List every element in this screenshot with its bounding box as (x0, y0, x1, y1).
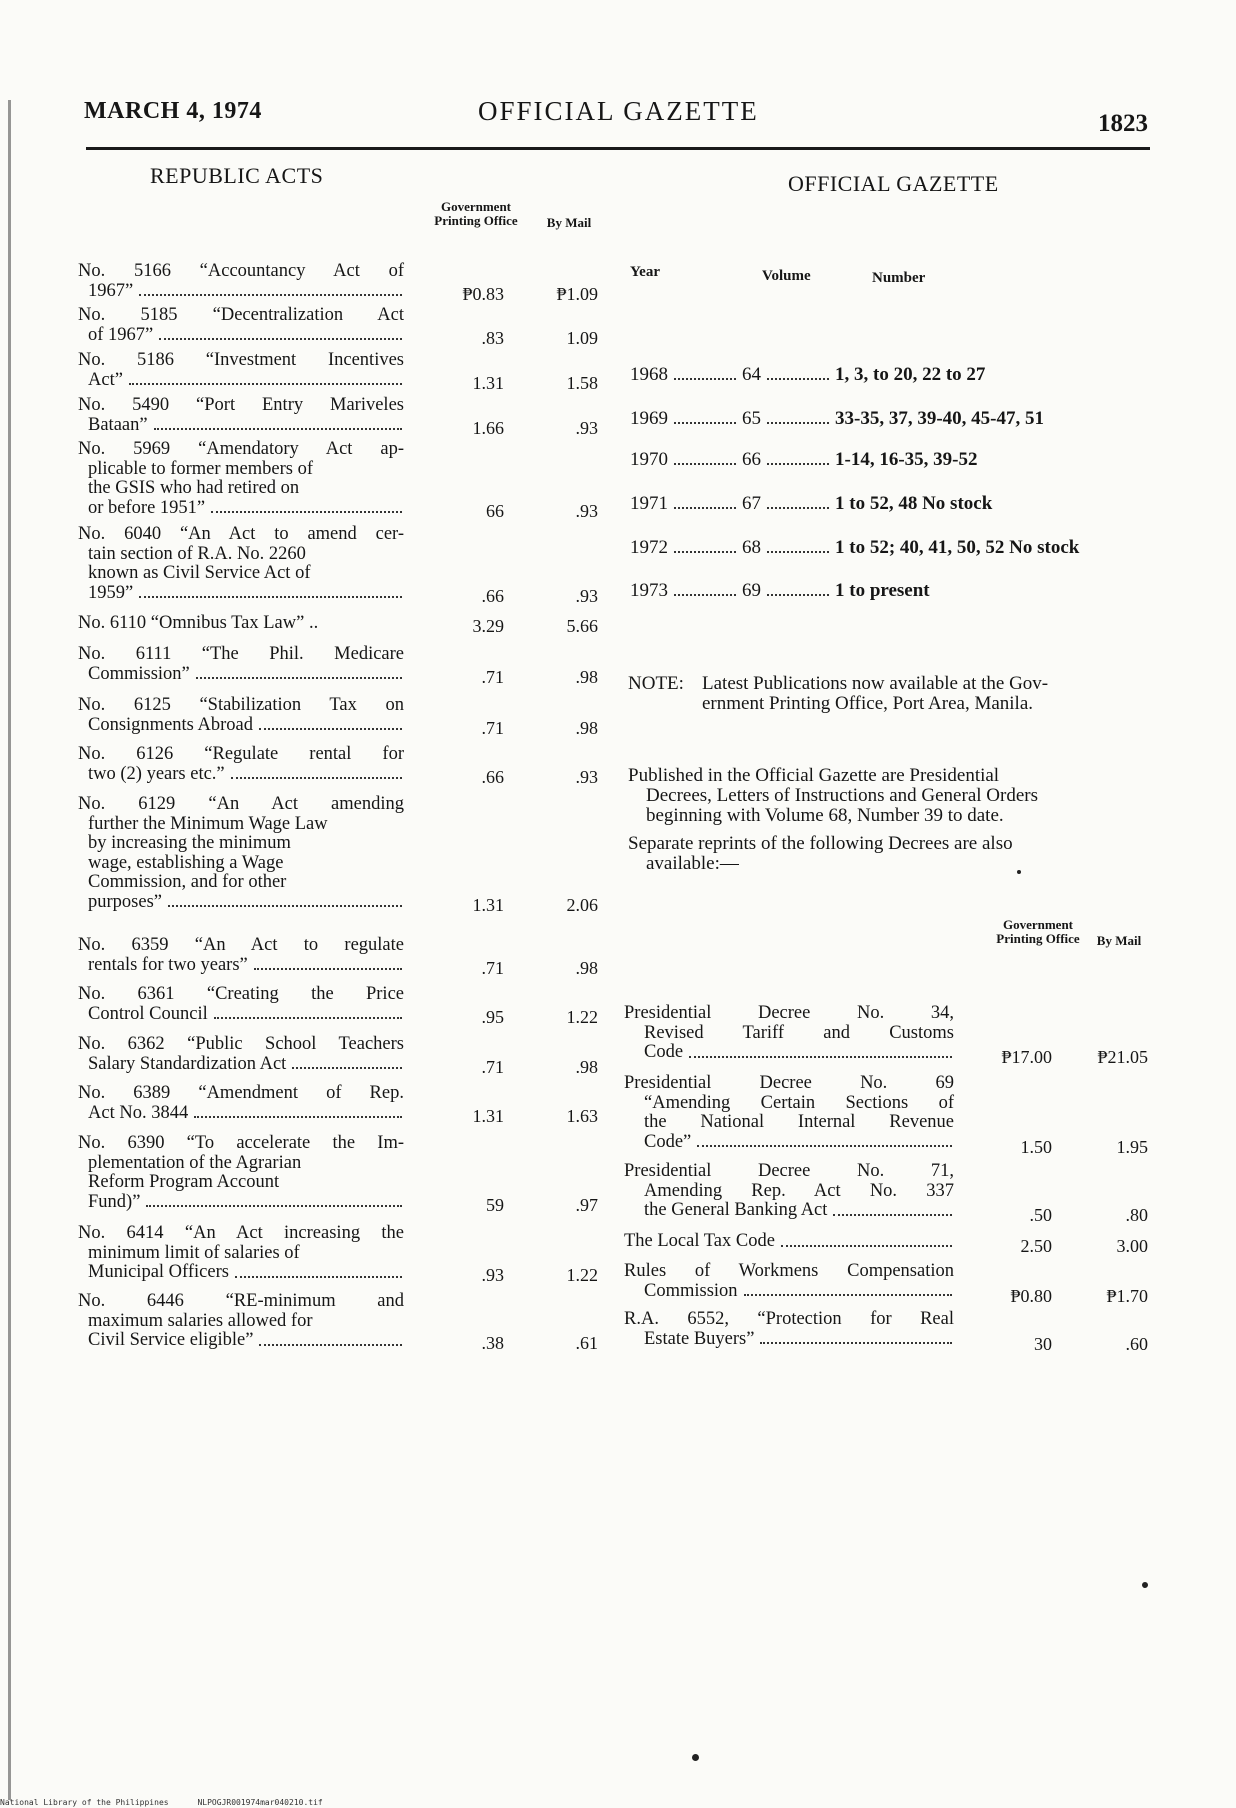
decree-text-line: The Local Tax Code (624, 1231, 775, 1251)
leader-dots (214, 1016, 402, 1019)
act-office-price: 1.31 (472, 1105, 504, 1126)
act-text-line: Act” (88, 369, 123, 390)
volume-row (630, 449, 1160, 471)
left-col-office-header: Government Printing Office (434, 199, 518, 228)
decree-last-line (624, 1201, 954, 1221)
act-last-line (78, 1331, 404, 1351)
note-line: ernment Printing Office, Port Area, Manila. (702, 693, 1034, 714)
leader-dots (781, 1244, 952, 1247)
volume-row (630, 580, 1160, 602)
left-col-mail-header: By Mail (546, 215, 592, 230)
act-office-price: .83 (481, 327, 504, 348)
right-col-office-header: Government Printing Office (996, 917, 1080, 946)
issue-date: MARCH 4, 1974 (84, 98, 262, 124)
act-office-price: .38 (481, 1333, 504, 1353)
leader-dots (139, 595, 402, 598)
act-entry (78, 396, 404, 435)
act-mail-price: .93 (575, 417, 598, 438)
leader-dots (159, 337, 402, 340)
published-line: beginning with Volume 68, Number 39 to date. (646, 805, 1004, 826)
leader-dots (767, 506, 829, 509)
act-mail-price: .93 (575, 585, 598, 606)
decree-text-line: the General Banking Act (644, 1200, 828, 1220)
header-rule (86, 147, 1150, 150)
leader-dots (231, 776, 402, 779)
act-office-price: 3.29 (472, 616, 504, 636)
act-last-line (78, 665, 404, 685)
leader-dots (259, 1343, 402, 1346)
act-text-line: minimum limit of salaries of (88, 1242, 300, 1263)
act-text-line: tain section of R.A. No. 2260 (88, 543, 306, 564)
decree-office-price: ₱0.80 (1010, 1285, 1052, 1306)
act-office-price: .71 (481, 957, 504, 978)
act-office-price: .71 (481, 666, 504, 687)
act-entry (78, 985, 404, 1024)
act-last-line (78, 956, 404, 976)
decree-text-line: Code” (644, 1131, 692, 1152)
act-last-line (78, 282, 404, 302)
act-text-line: No. 5186 “Investment Incentives (78, 350, 404, 370)
volume-issues: 1 to 52, 48 No stock (835, 493, 993, 514)
leader-dots (767, 593, 829, 596)
decree-text-line: Presidential Decree No. 71, (624, 1161, 954, 1181)
decree-office-price: 1.50 (1020, 1136, 1052, 1157)
leader-dots (760, 1341, 952, 1344)
act-office-price: ₱0.83 (462, 283, 504, 304)
act-text-line: purposes” (88, 891, 162, 912)
act-text-line: Control Council (88, 1003, 208, 1024)
act-text-line: Act No. 3844 (88, 1102, 189, 1123)
act-entry (78, 1035, 404, 1074)
act-office-price: 1.31 (472, 894, 504, 915)
note-line: Latest Publications now available at the Gov- (702, 673, 1049, 694)
decree-office-price: 2.50 (1020, 1236, 1052, 1256)
col-number-header: Number (872, 270, 926, 286)
act-text-line: of 1967” (88, 324, 154, 345)
decree-entry (624, 1232, 954, 1252)
leader-dots (767, 550, 829, 553)
leader-dots (211, 510, 402, 513)
act-text-line: No. 5185 “Decentralization Act (78, 305, 404, 325)
act-last-line (78, 1193, 404, 1213)
act-text-line: No. 5969 “Amendatory Act ap- (78, 439, 404, 459)
decree-office-price: 30 (1034, 1333, 1052, 1354)
footer-library: National Library of the Philippines (0, 1798, 169, 1807)
act-text-line: No. 6125 “Stabilization Tax on (78, 695, 404, 715)
decree-last-line (624, 1232, 954, 1252)
decree-text-line: Estate Buyers” (644, 1328, 755, 1349)
act-text-line: 1967” (88, 280, 134, 301)
leader-dots (674, 506, 736, 509)
act-text-line: No. 6129 “An Act amending (78, 794, 404, 814)
act-last-line (78, 1104, 404, 1124)
act-office-price: 1.66 (472, 417, 504, 438)
act-mail-price: .98 (575, 957, 598, 978)
act-text-line: Fund)” (88, 1191, 141, 1212)
col-volume-header: Volume (762, 268, 811, 284)
act-text-line: maximum salaries allowed for (88, 1310, 313, 1331)
act-entry (78, 351, 404, 390)
act-entry (78, 1084, 404, 1123)
volume-year: 1968 (630, 364, 668, 385)
act-text-line: No. 6361 “Creating the Price (78, 984, 404, 1004)
scan-footer (0, 1798, 323, 1807)
published-line: Published in the Official Gazette are Presidential (628, 765, 1000, 786)
act-office-price: .71 (481, 1056, 504, 1077)
act-text-line: No. 6110 “Omnibus Tax Law” .. (78, 613, 319, 633)
decree-text-line: Commission (644, 1280, 738, 1301)
leader-dots (674, 377, 736, 380)
decree-office-price: .50 (1029, 1205, 1052, 1225)
act-text-line: No. 6126 “Regulate rental for (78, 744, 404, 764)
act-last-line (78, 716, 404, 736)
act-office-price: 59 (486, 1194, 504, 1215)
decree-text-line: R.A. 6552, “Protection for Real (624, 1309, 954, 1329)
act-last-line (78, 371, 404, 391)
decree-text-line: Presidential Decree No. 69 (624, 1073, 954, 1093)
scan-speck (1142, 1582, 1148, 1588)
leader-dots (689, 1055, 952, 1058)
right-col-mail-header: By Mail (1096, 933, 1142, 948)
volume-issues: 33-35, 37, 39-40, 45-47, 51 (835, 408, 1044, 429)
volume-row (630, 537, 1160, 559)
act-mail-price: .93 (575, 500, 598, 521)
act-last-line (78, 326, 404, 346)
volume-year: 1970 (630, 449, 668, 470)
decree-mail-price: .60 (1125, 1333, 1148, 1354)
act-text-line: or before 1951” (88, 497, 206, 518)
act-last-line (78, 1055, 404, 1075)
leader-dots (196, 676, 402, 679)
volume-issues: 1, 3, to 20, 22 to 27 (835, 364, 986, 385)
act-mail-price: .98 (575, 666, 598, 687)
leader-dots (146, 1204, 402, 1207)
leader-dots (674, 550, 736, 553)
act-text-line: by increasing the minimum (88, 833, 291, 853)
act-mail-price: ₱1.09 (556, 283, 598, 304)
act-text-line: Salary Standardization Act (88, 1053, 287, 1074)
leader-dots (674, 462, 736, 465)
scan-speck (1017, 870, 1021, 874)
decree-last-line (624, 1282, 954, 1302)
leader-dots (259, 727, 402, 730)
act-entry (78, 645, 404, 684)
republic-acts-heading: REPUBLIC ACTS (150, 163, 324, 188)
leader-dots (833, 1213, 952, 1216)
scan-speck (692, 1754, 699, 1761)
decree-entry (624, 1262, 954, 1301)
decree-entry (624, 1310, 954, 1349)
published-line: Decrees, Letters of Instructions and General Orders (646, 785, 1038, 806)
leader-dots (674, 593, 736, 596)
act-text-line: known as Civil Service Act of (88, 563, 311, 583)
volume-number: 69 (742, 580, 761, 601)
act-text-line: Consignments Abroad (88, 714, 253, 735)
decree-entry (624, 1162, 954, 1221)
leader-dots (674, 421, 736, 424)
reprints-paragraph (628, 834, 1150, 874)
act-last-line (78, 584, 404, 604)
act-last-line (78, 416, 404, 436)
decree-text-line: Rules of Workmens Compensation (624, 1261, 954, 1281)
act-last-line (78, 499, 404, 519)
act-text-line: No. 6362 “Public School Teachers (78, 1034, 404, 1054)
decree-last-line (624, 1330, 954, 1350)
leader-dots (129, 382, 402, 385)
act-mail-price: .98 (575, 1056, 598, 1077)
act-entry (78, 306, 404, 345)
act-mail-price: .98 (575, 717, 598, 738)
decree-office-price: ₱17.00 (1001, 1047, 1052, 1067)
volume-number: 64 (742, 364, 761, 385)
act-office-price: 66 (486, 500, 504, 521)
act-text-line: plicable to former members of (88, 458, 313, 479)
leader-dots (168, 904, 402, 907)
act-text-line: No. 5166 “Accountancy Act of (78, 261, 404, 281)
act-entry (78, 525, 404, 603)
act-last-line (78, 1263, 404, 1283)
act-text-line: No. 6414 “An Act increasing the (78, 1223, 404, 1243)
act-text-line: Commission, and for other (88, 872, 287, 892)
act-entry (78, 614, 404, 634)
leader-dots (154, 427, 402, 430)
leader-dots (767, 462, 829, 465)
act-entry (78, 936, 404, 975)
reprints-line: Separate reprints of the following Decrees are also (628, 833, 1013, 854)
published-paragraph (628, 766, 1150, 826)
act-mail-price: 5.66 (566, 616, 598, 636)
volume-issues: 1 to 52; 40, 41, 50, 52 No stock (835, 537, 1080, 558)
act-mail-price: .61 (575, 1333, 598, 1353)
act-mail-price: 1.58 (566, 372, 598, 393)
act-office-price: 1.31 (472, 372, 504, 393)
act-mail-price: 1.09 (566, 327, 598, 348)
decree-text-line: Amending Rep. Act No. 337 (644, 1180, 954, 1201)
decree-mail-price: 3.00 (1116, 1236, 1148, 1256)
act-mail-price: 1.63 (566, 1105, 598, 1126)
act-text-line: No. 6040 “An Act to amend cer- (78, 524, 404, 544)
act-text-line: 1959” (88, 582, 134, 603)
act-entry (78, 795, 404, 912)
act-last-line (78, 1005, 404, 1025)
volume-row (630, 364, 1160, 386)
act-text-line: Bataan” (88, 414, 148, 435)
act-text-line: plementation of the Agrarian (88, 1152, 302, 1173)
act-text-line: Commission” (88, 663, 190, 684)
decree-text-line: Code (644, 1042, 684, 1062)
note-block (628, 673, 1148, 714)
publication-title: OFFICIAL GAZETTE (478, 96, 759, 126)
act-last-line (78, 893, 404, 913)
volume-issues: 1-14, 16-35, 39-52 (835, 449, 978, 470)
leader-dots (767, 421, 829, 424)
act-office-price: .95 (481, 1006, 504, 1027)
volume-row (630, 493, 1160, 515)
act-entry (78, 1134, 404, 1212)
act-text-line: the GSIS who had retired on (88, 478, 300, 498)
act-last-line (78, 765, 404, 785)
act-text-line: further the Minimum Wage Law (88, 813, 328, 834)
act-entry (78, 1292, 404, 1351)
act-office-price: .66 (481, 766, 504, 787)
act-text-line: Municipal Officers (88, 1262, 229, 1282)
act-entry (78, 696, 404, 735)
act-mail-price: .93 (575, 766, 598, 787)
leader-dots (235, 1275, 402, 1278)
decree-mail-price: 1.95 (1116, 1136, 1148, 1157)
decree-entry (624, 1074, 954, 1152)
act-office-price: .66 (481, 585, 504, 606)
volume-year: 1973 (630, 580, 668, 601)
act-entry (78, 745, 404, 784)
act-text-line: Civil Service eligible” (88, 1330, 254, 1350)
act-entry (78, 440, 404, 518)
act-text-line: No. 5490 “Port Entry Mariveles (78, 395, 404, 415)
act-mail-price: .97 (575, 1194, 598, 1215)
volume-year: 1972 (630, 537, 668, 558)
official-gazette-heading: OFFICIAL GAZETTE (788, 171, 999, 196)
act-text-line: wage, establishing a Wage (88, 852, 284, 873)
act-office-price: .93 (481, 1265, 504, 1285)
decree-mail-price: .80 (1125, 1205, 1148, 1225)
act-text-line: rentals for two years” (88, 954, 248, 975)
act-mail-price: 1.22 (566, 1265, 598, 1285)
decree-entry (624, 1004, 954, 1063)
volume-number: 68 (742, 537, 761, 558)
act-text-line: No. 6359 “An Act to regulate (78, 935, 404, 955)
col-year-header: Year (630, 264, 660, 280)
leader-dots (697, 1144, 952, 1147)
volume-number: 67 (742, 493, 761, 514)
act-text-line: No. 6389 “Amendment of Rep. (78, 1083, 404, 1103)
leader-dots (254, 967, 402, 970)
act-text-line: No. 6390 “To accelerate the Im- (78, 1133, 404, 1153)
act-entry (78, 262, 404, 301)
act-text-line: No. 6446 “RE-minimum and (78, 1291, 404, 1311)
act-mail-price: 2.06 (566, 894, 598, 915)
act-entry (78, 1224, 404, 1283)
footer-file: NLPOGJR001974mar040210.tif (197, 1798, 323, 1807)
act-text-line: Reform Program Account (88, 1172, 280, 1192)
volume-number: 65 (742, 408, 761, 429)
decree-text-line: Revised Tariff and Customs (644, 1022, 954, 1043)
reprints-line: available:— (646, 853, 739, 874)
act-office-price: .71 (481, 717, 504, 738)
decree-last-line (624, 1133, 954, 1153)
decree-mail-price: ₱1.70 (1106, 1285, 1148, 1306)
act-text-line: No. 6111 “The Phil. Medicare (78, 644, 404, 664)
page-number: 1823 (1098, 110, 1148, 137)
decree-last-line (624, 1043, 954, 1063)
volume-number: 66 (742, 449, 761, 470)
note-label: NOTE: (628, 673, 684, 694)
volume-issues: 1 to present (835, 580, 930, 601)
act-text-line: two (2) years etc.” (88, 763, 225, 784)
leader-dots (194, 1115, 402, 1118)
decree-text-line: Presidential Decree No. 34, (624, 1003, 954, 1023)
volume-row (630, 408, 1160, 430)
act-mail-price: 1.22 (566, 1006, 598, 1027)
decree-text-line: “Amending Certain Sections of (644, 1092, 954, 1113)
leader-dots (744, 1293, 952, 1296)
volume-year: 1969 (630, 408, 668, 429)
leader-dots (292, 1066, 402, 1069)
decree-text-line: the National Internal Revenue (644, 1112, 954, 1132)
decree-mail-price: ₱21.05 (1097, 1047, 1148, 1067)
page-edge-shadow (8, 100, 11, 1800)
leader-dots (139, 293, 402, 296)
leader-dots (767, 377, 829, 380)
volume-year: 1971 (630, 493, 668, 514)
